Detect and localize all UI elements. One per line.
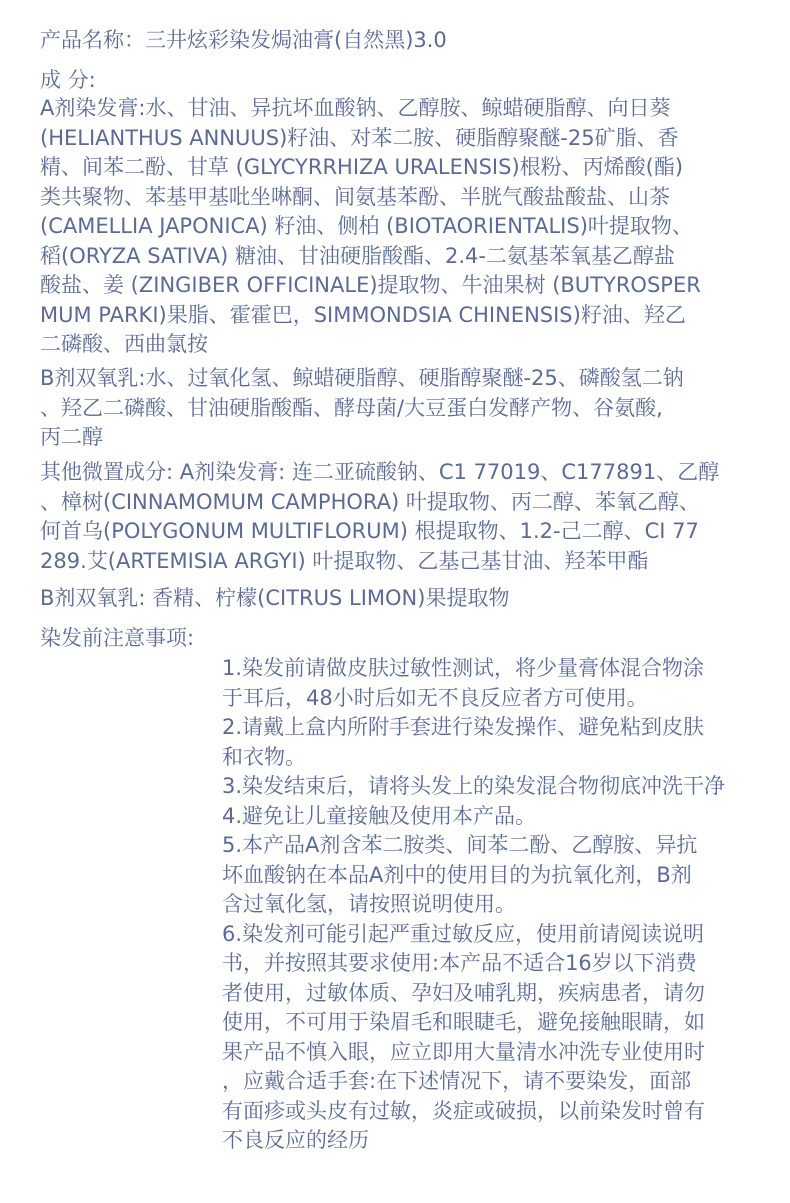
other-a-line: 、樟树(CINNAMOMUM CAMPHORA) 叶提取物、丙二醇、苯氧乙醇、 [40,489,700,514]
precautions-list [222,654,782,1156]
part-a-line: 稻(ORYZA SATIVA) 糖油、甘油硬脂酸酯、2.4-二氨基苯氧基乙醇盐 [40,243,675,268]
precaution-line: 4.避免让儿童接触及使用本产品。 [222,803,537,828]
precaution-line: 坏血酸钠在本品A剂中的使用目的为抗氧化剂，B剂 [222,862,692,887]
other-a-line: 其他微置成分: A剂染发膏: 连二亚硫酸钠、C1 77019、C177891、乙醇 [40,460,720,484]
part-a-line: A剂染发膏:水、甘油、异抗坏血酸钠、乙醇胺、鲸蜡硬脂醇、向日葵 [40,96,671,120]
precautions-heading-line: 染发前注意事项: [40,626,195,650]
part-a-line: MUM PARKI)果脂、霍霍巴，SIMMONDSIA CHINENSIS)籽油、羟乙 [40,302,686,327]
part-a-line: 二磷酸、西曲氯按 [40,332,208,356]
part-a-line: (HELIANTHUS ANNUUS)籽油、对苯二胺、硬脂醇聚醚-25矿脂、香 [40,125,679,150]
other-a-line: 何首乌(POLYGONUM MULTIFLORUM) 根提取物、1.2-己二醇、CI 77 [40,519,699,543]
part-a-line: 酸盐、姜 (ZINGIBER OFFICINALE)提取物、牛油果树 (BUTYROSPER [40,273,701,297]
part-a-line: 精、间苯二酚、甘草 (GLYCYRRHIZA URALENSIS)根粉、丙烯酸(酯) [40,155,684,179]
precaution-line: 者使用，过敏体质、孕妇及哺乳期，疾病患者，请勿 [222,980,705,1005]
ingredients-heading-line: 成 分: [40,68,96,92]
precaution-line: 5.本产品A剂含苯二胺类、间苯二酚、乙醇胺、异抗 [222,833,698,857]
precaution-line: 于耳后，48小时后如无不良反应者方可使用。 [222,685,648,710]
product-name [40,26,770,56]
precaution-line: 书，并按照其要求使用:本产品不适合16岁以下消费 [222,951,697,975]
other-a-line: 289.艾(ARTEMISIA ARGYI) 叶提取物、乙基己基甘油、羟苯甲酯 [40,548,649,573]
product-name-line: 产品名称：三井炫彩染发焗油膏(自然黑)3.0 [40,28,447,52]
other-b-line: B剂双氧乳: 香精、柠檬(CITRUS LIMON)果提取物 [40,586,510,610]
precaution-line: 果产品不慎入眼，应立即用大量清水冲洗专业使用时 [222,1039,705,1064]
part-a-line: (CAMELLIA JAPONICA) 籽油、侧柏 (BIOTAORIENTALIS)叶提取物、 [40,214,693,238]
precaution-line: 2.请戴上盒内所附手套进行染发操作、避免粘到皮肤 [222,715,705,739]
precaution-line: ，应戴合适手套:在下述情况下，请不要染发，面部 [222,1069,692,1093]
part-a-line: 类共聚物、苯基甲基吡坐啉酮、间氨基苯酚、半胱气酸盐酸盐、山茶 [40,184,670,209]
precaution-line: 含过氧化氢，请按照说明使用。 [222,892,516,916]
precaution-line: 3.染发结束后，请将头发上的染发混合物彻底冲洗干净 [222,774,726,798]
part-b-ingredients [40,364,770,453]
other-ingredients-a [40,458,770,576]
ingredients-heading [40,66,770,96]
part-b-line: B剂双氧乳:水、过氧化氢、鲸蜡硬脂醇、硬脂醇聚醚-25、磷酸氢二钠 [40,366,684,390]
part-b-line: 丙二醇 [40,425,103,449]
part-b-line: 、羟乙二磷酸、甘油硬脂酸酯、酵母菌/大豆蛋白发酵产物、谷氨酸, [40,395,663,420]
part-a-ingredients [40,94,770,360]
precautions-heading [40,624,770,654]
precaution-line: 使用，不可用于染眉毛和眼睫毛，避免接触眼睛，如 [222,1010,705,1034]
precaution-line: 1.染发前请做皮肤过敏性测试，将少量膏体混合物涂 [222,656,705,680]
precaution-line: 不良反应的经历 [222,1128,369,1152]
precaution-line: 和衣物。 [222,744,306,769]
precaution-line: 6.染发剂可能引起严重过敏反应，使用前请阅读说明 [222,921,705,946]
precaution-line: 有面疹或头皮有过敏，炎症或破损，以前染发时曾有 [222,1098,705,1123]
other-ingredients-b [40,584,770,614]
